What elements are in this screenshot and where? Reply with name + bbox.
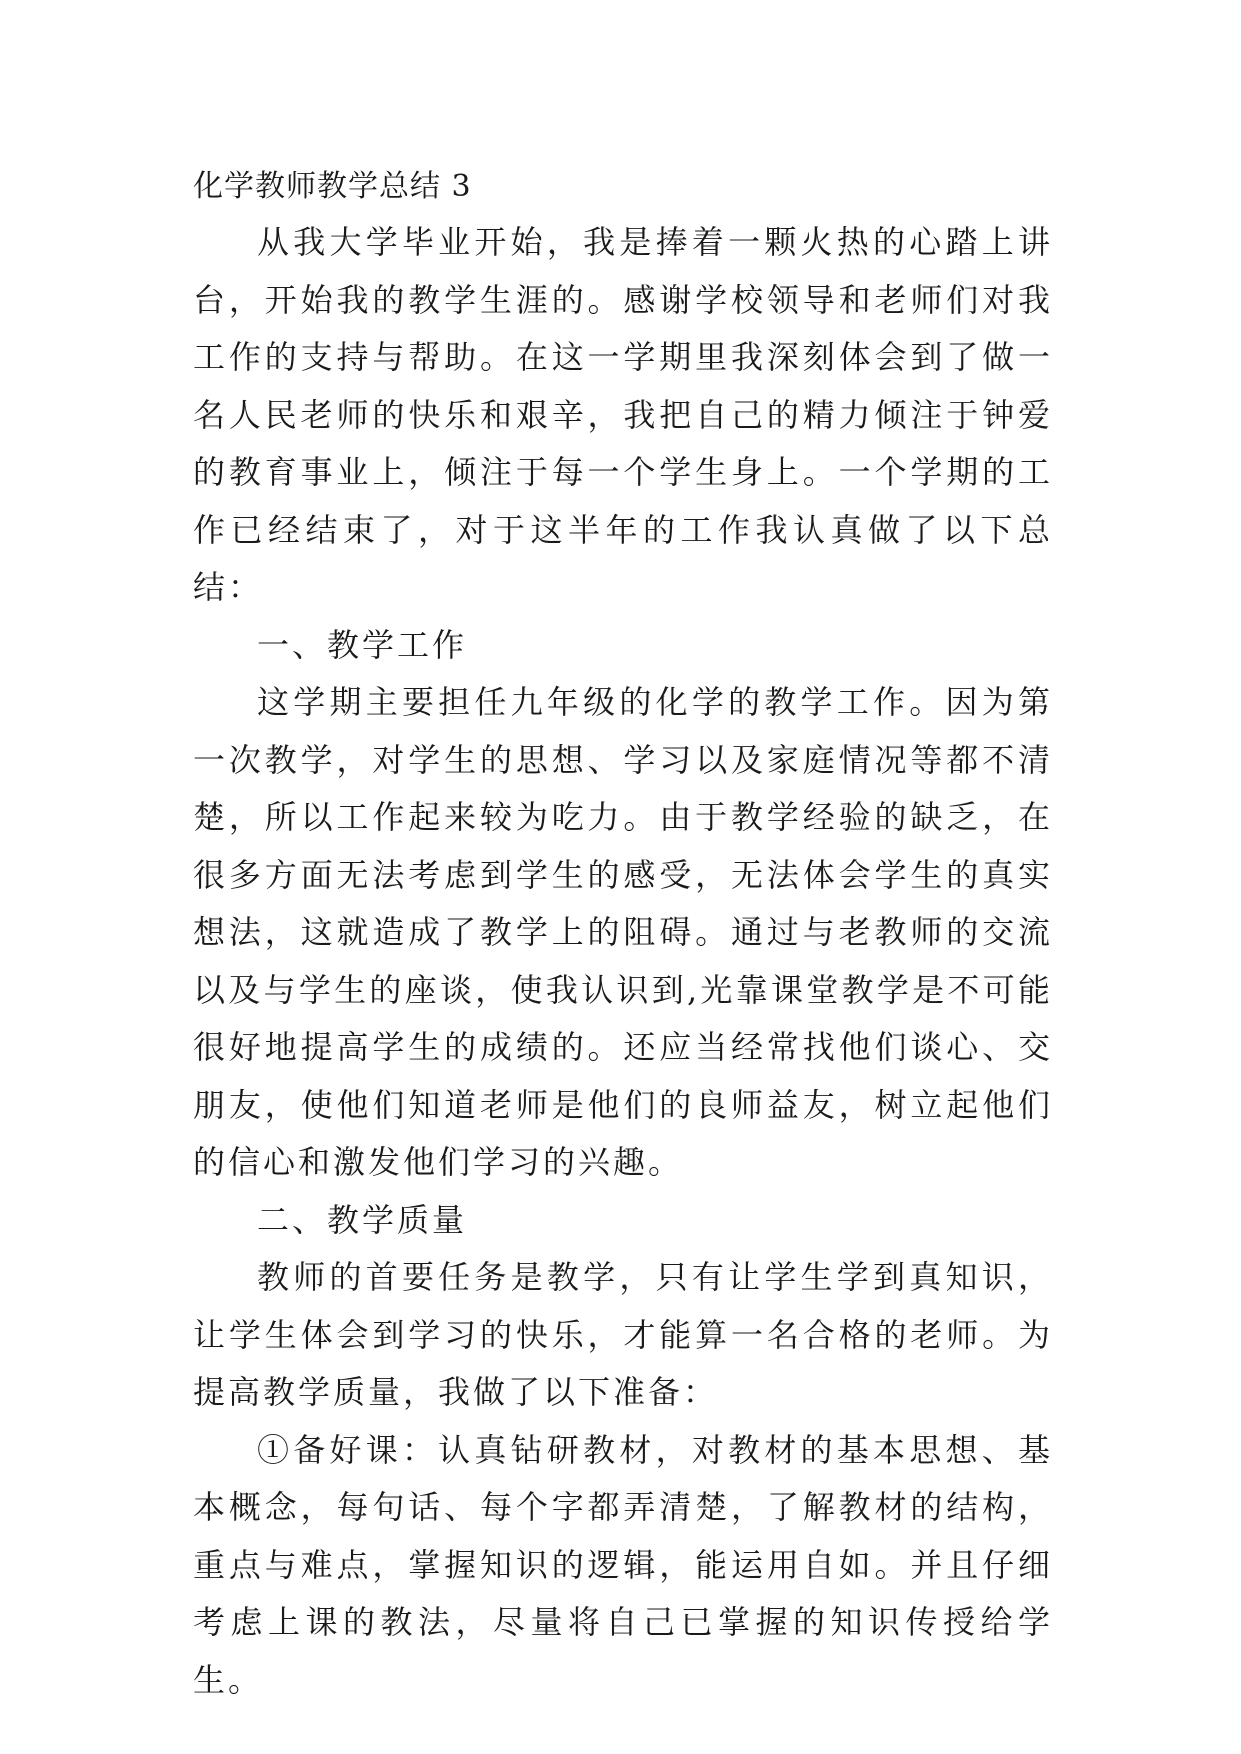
- document-body: [193, 160, 1053, 1709]
- teaching-quality-paragraph: 教师的首要任务是教学，只有让学生学到真知识，让学生体会到学习的快乐，才能算一名合格的老师。为提高教学质量，我做了以下准备：: [193, 1258, 1053, 1411]
- section-heading-teaching-work: 一、教学工作: [257, 625, 468, 664]
- document-title: 化学教师教学总结 3: [193, 169, 472, 204]
- section-heading-teaching-quality: 二、教学质量: [257, 1200, 468, 1239]
- lesson-prep-paragraph: ①备好课：认真钻研教材，对教材的基本思想、基本概念，每句话、每个字都弄清楚，了解教材的结构，重点与难点，掌握知识的逻辑，能运用自如。并且仔细考虑上课的教法，尽量将自己已掌握的知识传授给学生。: [193, 1430, 1053, 1699]
- teaching-work-paragraph: 这学期主要担任九年级的化学的教学工作。因为第一次教学，对学生的思想、学习以及家庭情况等都不清楚，所以工作起来较为吃力。由于教学经验的缺乏，在很多方面无法考虑到学生的感受，无法体会学生的真实想法，这就造成了教学上的阻碍。通过与老教师的交流以及与学生的座谈，使我认识到,光靠课堂教学是不可能很好地提高学生的成绩的。还应当经常找他们谈心、交朋友，使他们知道老师是他们的良师益友，树立起他们的信心和激发他们学习的兴趣。: [193, 683, 1053, 1181]
- intro-paragraph: 从我大学毕业开始，我是捧着一颗火热的心踏上讲台，开始我的教学生涯的。感谢学校领导和老师们对我工作的支持与帮助。在这一学期里我深刻体会到了做一名人民老师的快乐和艰辛，我把自己的精力倾注于钟爱的教育事业上，倾注于每一个学生身上。一个学期的工作已经结束了，对于这半年的工作我认真做了以下总结：: [193, 223, 1053, 606]
